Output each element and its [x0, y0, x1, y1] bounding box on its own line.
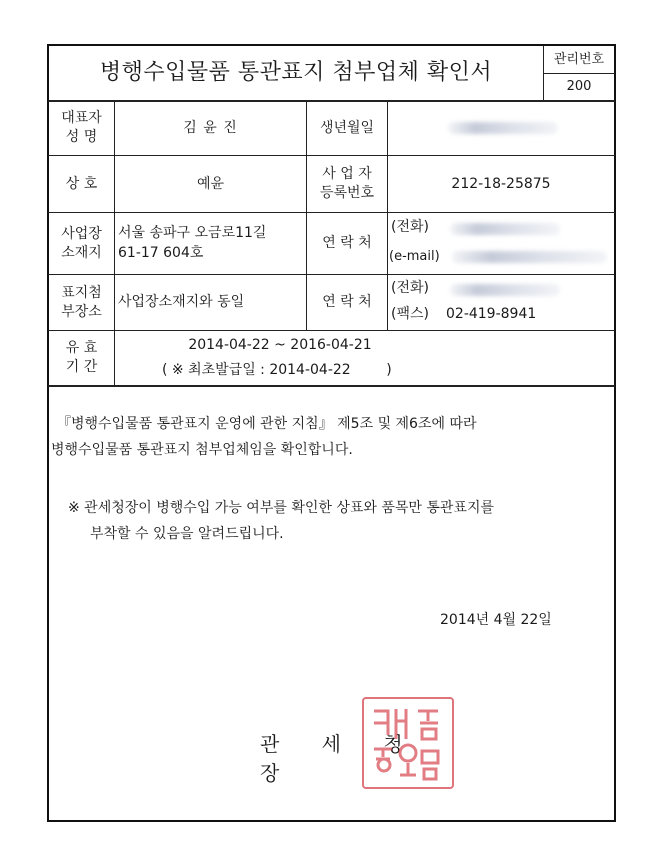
confirmation-line-1: 『병행수입물품 통관표지 운영에 관한 지침』 제5조 및 제6조에 따라	[57, 416, 477, 432]
notice-line-1: ※ 관세청장이 병행수입 가능 여부를 확인한 상표와 품목만 통관표지를	[68, 500, 495, 516]
contact-label-2: 연 락 처	[322, 294, 372, 311]
document-title: 병행수입물품 통관표지 첨부업체 확인서	[99, 60, 493, 86]
row-divider	[48, 330, 615, 331]
validity-period: 2014-04-22 ~ 2016-04-21	[188, 336, 372, 353]
redacted-phone	[450, 223, 560, 235]
contact-label: 연 락 처	[322, 235, 372, 252]
dob-label: 생년월일	[319, 119, 375, 136]
redacted-email	[452, 251, 607, 263]
official-seal	[362, 697, 454, 789]
bizno-label: 사 업 자 등록번호	[319, 166, 375, 201]
redacted-dob	[448, 122, 558, 134]
validity-label: 유 효 기 간	[65, 340, 98, 375]
fax-label: (팩스)	[391, 306, 429, 323]
management-no-value: 200	[566, 79, 592, 95]
representative-label: 대표자 성 명	[61, 110, 102, 145]
representative-name: 김 윤 진	[183, 119, 238, 136]
redacted-phone-2	[450, 284, 560, 296]
phone-label-2: (전화)	[391, 280, 429, 297]
label-place-label: 표지첨 부장소	[61, 284, 102, 320]
column-divider	[387, 101, 388, 330]
location-label: 사업장 소재지	[61, 225, 102, 261]
first-issue-date: ( ※ 최초발급일 : 2014-04-22 )	[162, 362, 392, 379]
fax-value: 02-419-8941	[446, 306, 537, 323]
seal-graphic	[364, 699, 452, 787]
location-address: 서울 송파구 오금로11길 61-17 604호	[118, 224, 267, 261]
notice-line-2: 부착할 수 있음을 알려드립니다.	[90, 526, 284, 542]
management-no-label: 관리번호	[553, 51, 605, 67]
company-name: 예윤	[196, 175, 225, 192]
email-label: (e-mail)	[389, 248, 440, 264]
company-label: 상 호	[65, 175, 98, 192]
phone-label: (전화)	[391, 219, 429, 236]
bizno-value: 212-18-25875	[451, 175, 551, 192]
issuer-name: 관 세 청 장	[260, 732, 421, 785]
issue-date: 2014년 4월 22일	[440, 612, 552, 628]
label-place-value: 사업장소재지와 동일	[118, 293, 245, 310]
table-bottom-rule	[48, 385, 615, 387]
confirmation-line-2: 병행수입물품 통관표지 첨부업체임을 확인합니다.	[51, 442, 353, 458]
